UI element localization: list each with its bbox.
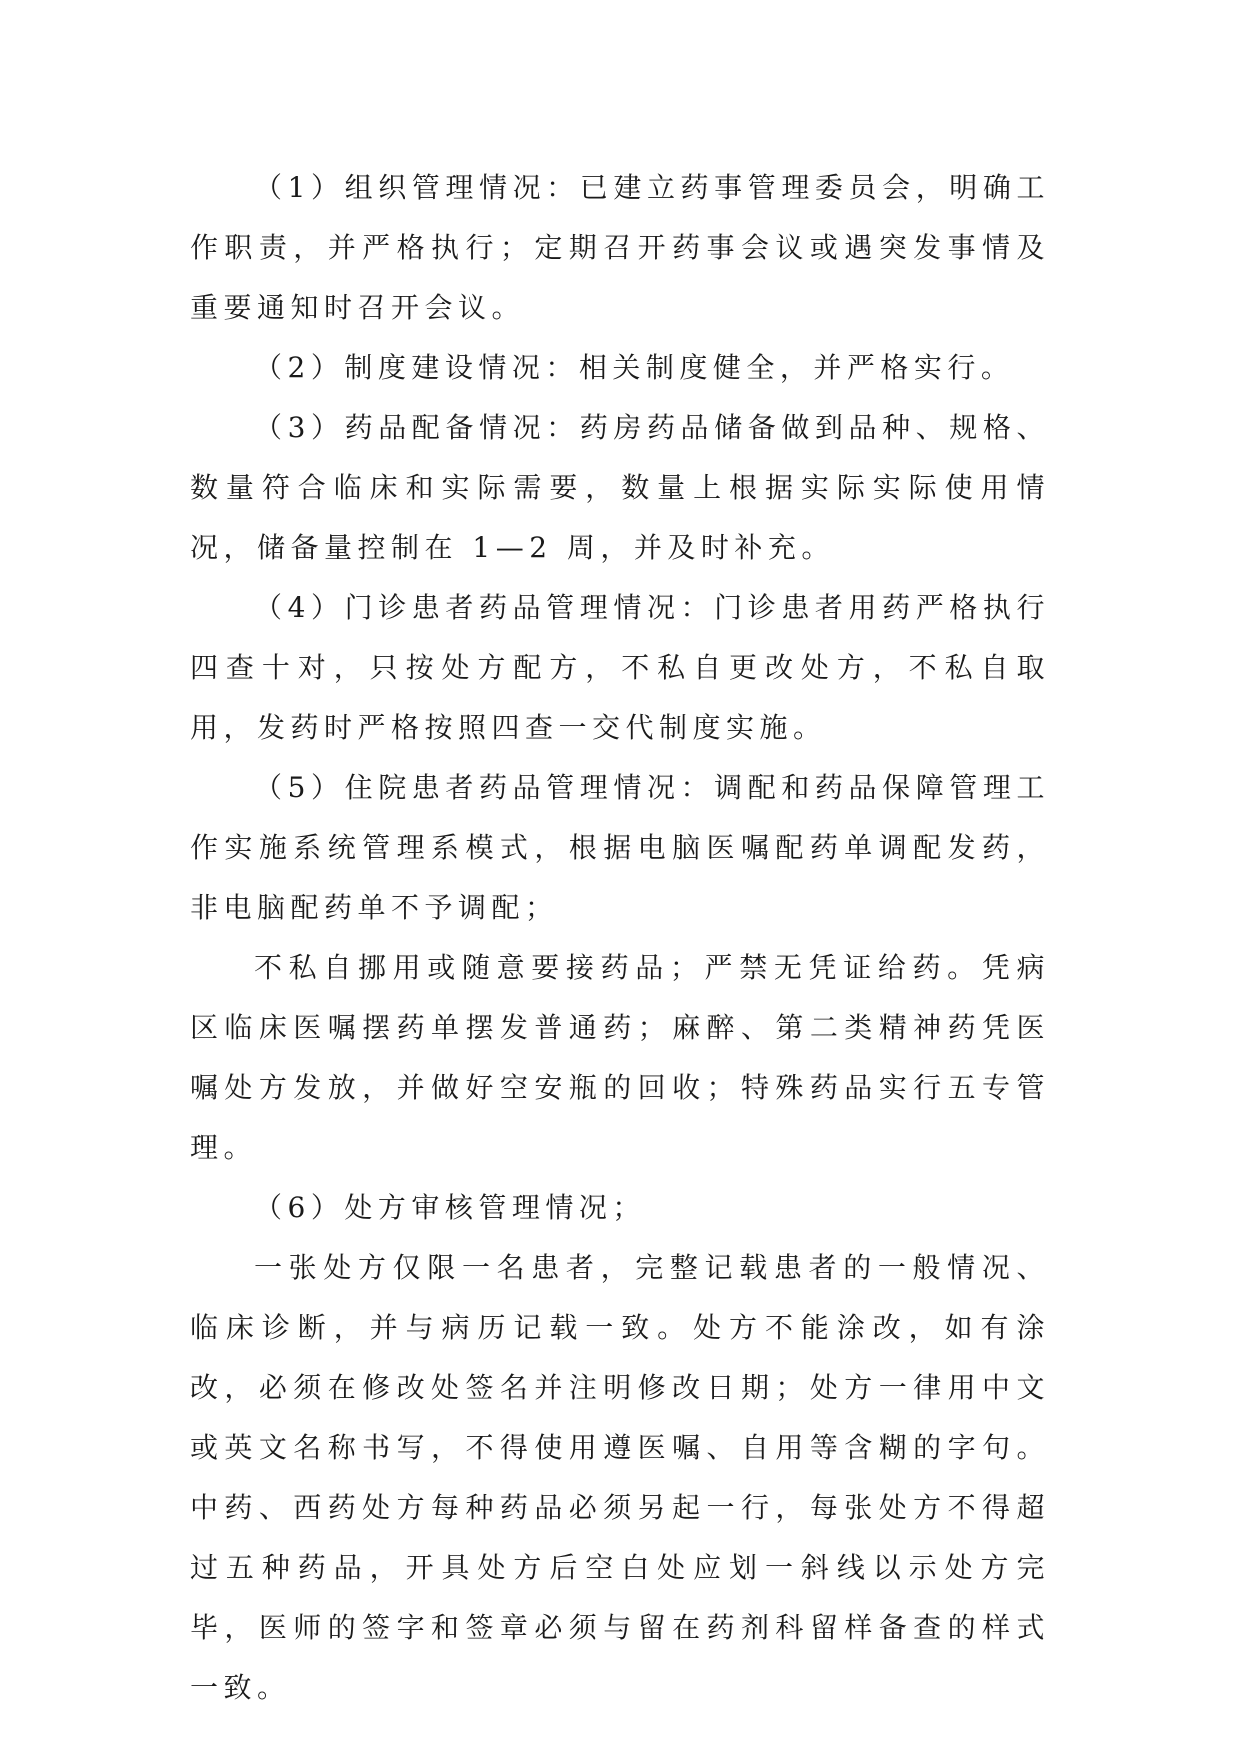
document-body [190, 158, 1050, 1718]
paragraph-inpatient: （5）住院患者药品管理情况：调配和药品保障管理工作实施系统管理系模式，根据电脑医嘱配药单调配发药，非电脑配药单不予调配； [190, 771, 1050, 924]
paragraph-drug-supply: （3）药品配备情况：药房药品储备做到品种、规格、数量符合临床和实际需要，数量上根据实际实际使用情况，储备量控制在 1—2 周，并及时补充。 [190, 411, 1050, 564]
paragraph-organization: （1）组织管理情况：已建立药事管理委员会，明确工作职责，并严格执行；定期召开药事会议或遇突发事情及重要通知时召开会议。 [190, 171, 1050, 324]
paragraph-system-building: （2）制度建设情况：相关制度健全，并严格实行。 [254, 351, 1015, 384]
paragraph-prescription-rules: 一张处方仅限一名患者，完整记载患者的一般情况、临床诊断，并与病历记载一致。处方不能涂改，如有涂改，必须在修改处签名并注明修改日期；处方一律用中文或英文名称书写，不得使用遵医嘱、自用等含糊的字句。中药、西药处方每种药品必须另起一行，每张处方不得超过五种药品，开具处方后空白处应划一斜线以示处方完毕，医师的签字和签章必须与留在药剂科留样备查的样式一致。 [190, 1251, 1050, 1704]
paragraph-prescription-review-heading: （6）处方审核管理情况； [254, 1191, 646, 1224]
paragraph-inpatient-continued: 不私自挪用或随意要接药品；严禁无凭证给药。凭病区临床医嘱摆药单摆发普通药；麻醉、第二类精神药凭医嘱处方发放，并做好空安瓶的回收；特殊药品实行五专管理。 [190, 951, 1050, 1164]
paragraph-outpatient: （4）门诊患者药品管理情况：门诊患者用药严格执行四查十对，只按处方配方，不私自更改处方，不私自取用，发药时严格按照四查一交代制度实施。 [190, 591, 1050, 744]
